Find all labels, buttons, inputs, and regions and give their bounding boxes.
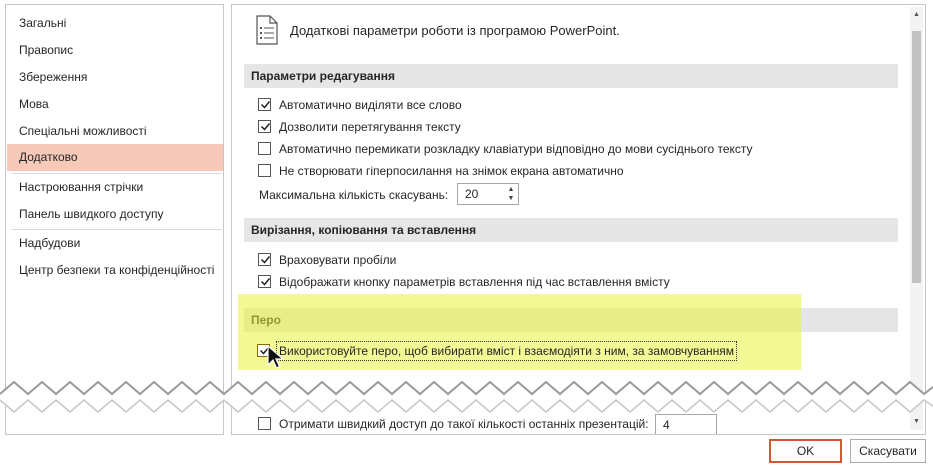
checkbox[interactable] <box>258 98 271 111</box>
checkbox[interactable] <box>258 120 271 133</box>
sidebar-item-general[interactable]: Загальні <box>19 16 67 30</box>
sidebar-item-language[interactable]: Мова <box>19 97 49 111</box>
checkbox[interactable] <box>258 417 271 430</box>
mouse-pointer-icon <box>267 345 285 371</box>
checkmark-icon <box>259 120 272 133</box>
spin-up-icon[interactable]: ▲ <box>507 186 515 193</box>
checkmark-icon <box>259 253 272 266</box>
recent-count-stepper[interactable] <box>655 414 717 435</box>
checkbox[interactable] <box>258 253 271 266</box>
cancel-button[interactable]: Скасувати <box>850 439 926 463</box>
sidebar-item-proofing[interactable]: Правопис <box>19 43 74 57</box>
undo-count-stepper[interactable] <box>457 183 519 205</box>
sidebar-item-customize-ribbon[interactable]: Настроювання стрічки <box>19 180 144 194</box>
checkbox[interactable] <box>258 275 271 288</box>
scroll-thumb[interactable] <box>912 31 921 283</box>
section-editing-options: Параметри редагування <box>244 64 898 88</box>
spin-down-icon[interactable]: ▼ <box>507 195 515 202</box>
sidebar-item-trust-center[interactable]: Центр безпеки та конфіденційності <box>19 263 215 277</box>
options-sidebar <box>5 4 224 435</box>
scroll-down-icon[interactable]: ▼ <box>913 418 920 425</box>
undo-count-value: 20 <box>465 187 479 201</box>
option-label: Автоматично перемикати розкладку клавіатури відповідно до мови сусіднього тексту <box>279 142 753 156</box>
vertical-scrollbar[interactable] <box>910 7 923 430</box>
undo-count-label: Максимальна кількість скасувань: <box>259 188 449 202</box>
checkmark-icon <box>259 98 272 111</box>
option-label: Використовуйте перо, щоб вибирати вміст і взаємодіяти з ним, за замовчуванням <box>276 341 737 361</box>
option-label: Не створювати гіперпосилання на знімок екрана автоматично <box>279 164 624 178</box>
option-label: Дозволити перетягування тексту <box>279 120 461 134</box>
option-label: Враховувати пробіли <box>279 253 397 267</box>
sidebar-item-addins[interactable]: Надбудови <box>19 236 81 250</box>
option-label: Отримати швидкий доступ до такої кількості останніх презентацій: <box>279 417 649 431</box>
option-label: Автоматично виділяти все слово <box>279 98 462 112</box>
ok-button[interactable]: OK <box>769 439 842 463</box>
document-options-icon <box>256 15 278 45</box>
page-title: Додаткові параметри роботи із програмою PowerPoint. <box>290 23 620 38</box>
section-cut-copy-paste: Вирізання, копіювання та вставлення <box>244 218 898 242</box>
checkbox[interactable] <box>258 164 271 177</box>
option-label: Відображати кнопку параметрів вставлення під час вставлення вмісту <box>279 275 670 289</box>
sidebar-item-accessibility[interactable]: Спеціальні можливості <box>19 124 147 138</box>
sidebar-item-advanced[interactable]: Додатково <box>7 144 223 171</box>
checkbox[interactable] <box>258 142 271 155</box>
checkmark-icon <box>259 275 272 288</box>
sidebar-item-save[interactable]: Збереження <box>19 70 88 84</box>
advanced-options-panel <box>231 4 926 435</box>
recent-count-value: 4 <box>663 418 670 432</box>
scroll-up-icon[interactable]: ▲ <box>913 11 920 18</box>
checkbox <box>258 387 271 400</box>
sidebar-item-quick-access-toolbar[interactable]: Панель швидкого доступу <box>19 207 164 221</box>
